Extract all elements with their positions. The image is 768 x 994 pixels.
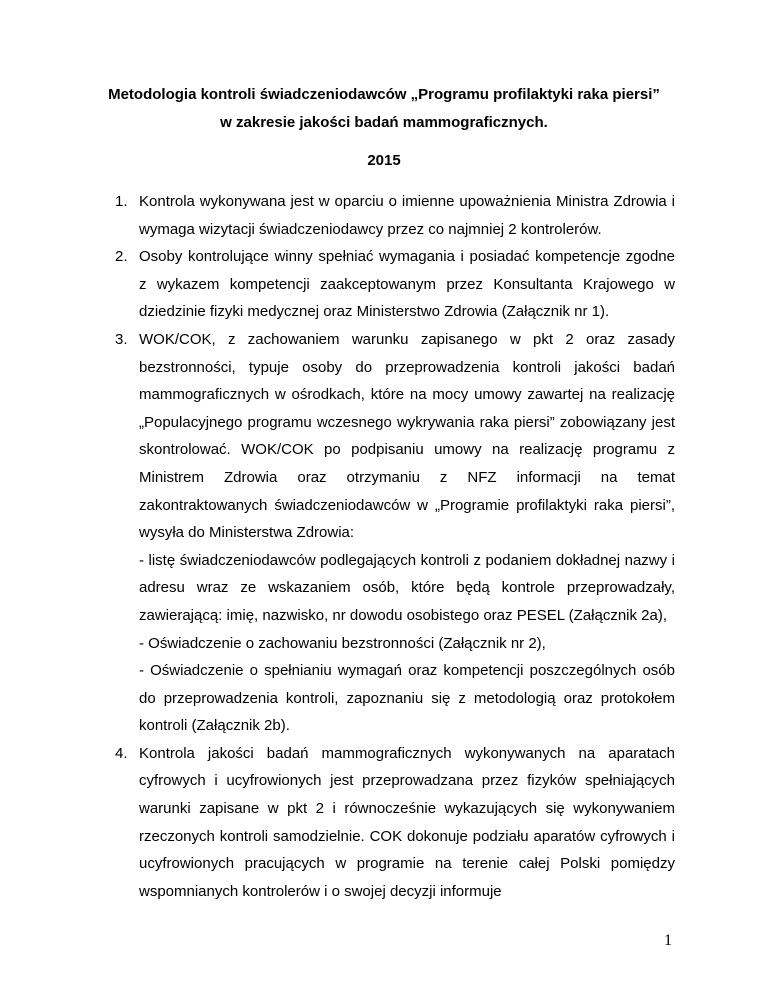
document-title-line-2: w zakresie jakości badań mammograficznych. (220, 114, 548, 131)
list-item-number: 3. (115, 330, 128, 348)
list-item-number: 2. (115, 248, 128, 266)
list-item-2 (115, 243, 675, 326)
list-item-text: Kontrola wykonywana jest w oparciu o imienne upoważnienia Ministra Zdrowia i wymaga wizytacji świadczeniodawcy przez co najmniej 2 kontrolerów. (139, 193, 675, 238)
numbered-list (115, 188, 675, 905)
list-item-text: Osoby kontrolujące winny spełniać wymagania i posiadać kompetencje zgodne z wykazem kompetencji zaakceptowanym przez Konsultanta Krajowego w dziedzinie fizyki medycznej oraz Ministerstwo Zdrowia (Załącznik nr 1). (139, 248, 675, 321)
list-item-3 (115, 326, 675, 740)
list-subitem: - listę świadczeniodawców podlegających kontroli z podaniem dokładnej nazwy i adresu wraz ze wskazaniem osób, które będą kontrole przeprowadzały, zawierającą: imię, nazwisko, nr dowodu osobistego oraz PESEL (Załącznik 2a), (139, 551, 675, 624)
list-item-text: Kontrola jakości badań mammograficznych wykonywanych na aparatach cyfrowych i ucyfrowionych jest przeprowadzana przez fizyków spełniających warunki zapisane w pkt 2 i równocześnie wykazujących się wykonywaniem rzeczonych kontroli samodzielnie. COK dokonuje podziału aparatów cyfrowych i ucyfrowionych pracujących w programie na terenie całej Polski pomiędzy wspomnianych kontrolerów i o swojej decyzji informuje (139, 744, 675, 900)
document-year: 2015 (367, 152, 401, 169)
list-item-text: WOK/COK, z zachowaniem warunku zapisanego w pkt 2 oraz zasady bezstronności, typuje osoby do przeprowadzenia kontroli jakości badań mammograficznych w ośrodkach, które na mocy umowy zawartej na realizację „Populacyjnego programu wczesnego wykrywania raka piersi” zobowiązany jest skontrolować. WOK/COK po podpisaniu umowy na realizację programu z Ministrem Zdrowia oraz otrzymaniu z NFZ informacji na temat zakontraktowanych świadczeniodawców w „Programie profilaktyki raka piersi”, wysyła do Ministerstwa Zdrowia: (139, 330, 675, 542)
list-subitem: - Oświadczenie o spełnianiu wymagań oraz kompetencji poszczególnych osób do przeprowadzenia kontroli, zapoznaniu się z metodologią oraz protokołem kontroli (Załącznik 2b). (139, 662, 675, 735)
list-item-4 (115, 740, 675, 906)
list-item-1 (115, 188, 675, 243)
list-item-number: 4. (115, 744, 128, 762)
list-subitem: - Oświadczenie o zachowaniu bezstronności (Załącznik nr 2), (139, 634, 546, 652)
list-item-number: 1. (115, 193, 128, 210)
document-title-line-1: Metodologia kontroli świadczeniodawców „Programu profilaktyki raka piersi” (108, 86, 660, 103)
page-number: 1 (664, 932, 672, 949)
